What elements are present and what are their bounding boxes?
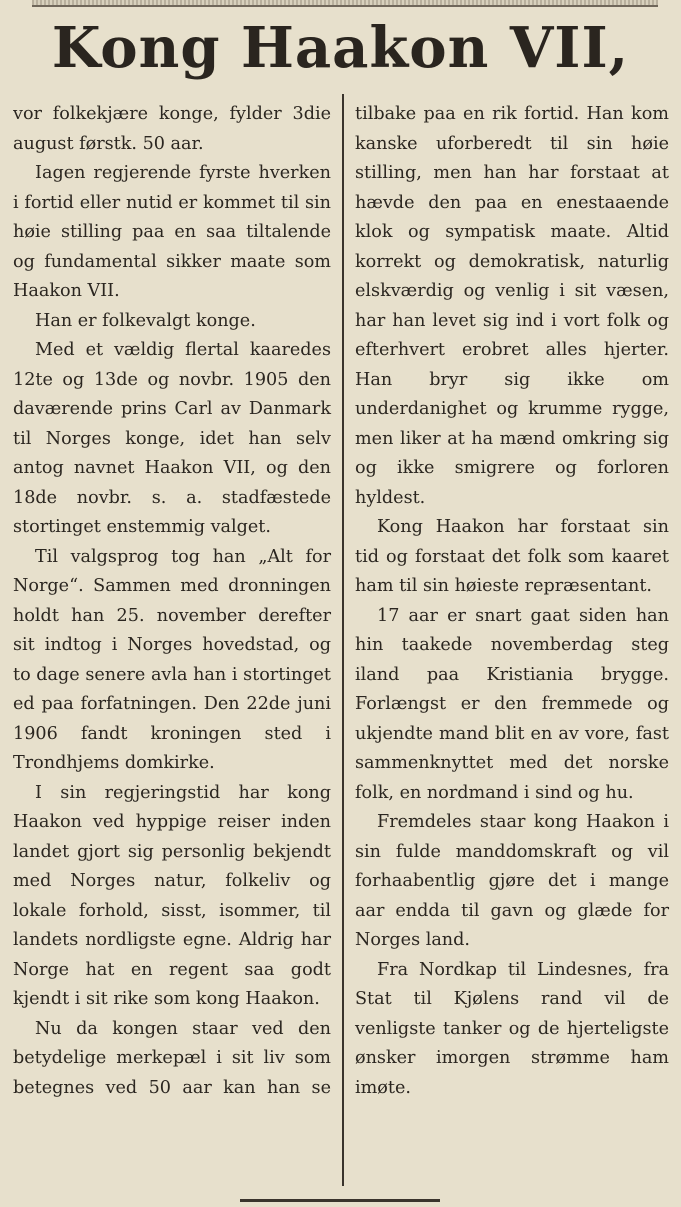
- paragraph: Fremdeles staar kong Haakon i sin fulde manddomskraft og vil forhaabentlig gjøre det i mange aar endda til gavn og glæde for Norges land.: [355, 812, 669, 950]
- paragraph: Fra Nordkap til Lindesnes, fra Stat til Kjølens rand vil de venligste tanker og de hjerteligste ønsker imorgen strømme ham imøte.: [355, 959, 669, 1098]
- paragraph: Iagen regjerende fyrste hverken i fortid eller nutid er kommet til sin høie stilling paa en saa tiltalende og fundamental sikker maate som Haakon VII.: [13, 163, 331, 301]
- text-line: august førstk. 50 aar.: [13, 133, 204, 154]
- paragraph: I sin regjeringstid har kong Haakon ved hyppige reiser inden landet gjort sig personlig bekjendt med Norges natur, folkeliv og lokale forhold, sisst, isommer, til landets nordligste egne. Aldrig har Norge hat en regent saa godt kjendt i sit rike som kong Haakon.: [13, 782, 331, 1009]
- paragraph: 17 aar er snart gaat siden han hin taakede novemberdag steg iland paa Kristiania brygge. Forlængst er den fremmede og ukjendte mand blit en av vore, fast sammenknyttet med det norske folk, en nordmand i sind og hu.: [355, 605, 669, 803]
- paragraph: [13, 100, 331, 159]
- column-divider: [342, 94, 344, 1186]
- right-column: [355, 100, 669, 1103]
- paragraph: tilbake paa en rik fortid. Han kom kanske uforberedt til sin høie stilling, men han har forstaat at hævde den paa en enestaaende klok og sympatisk maate. Altid korrekt og demokratisk, naturlig elskværdig og venlig i sit væsen, har han levet sig ind i vort folk og efterhvert erobret alles hjerter. Han bryr sig ikke om underdanighet og krumme rygge, men liker at ha mænd omkring sig og ikke smigrere og forloren hyldest.: [355, 104, 669, 508]
- top-border-rule: [32, 0, 658, 7]
- paragraph: Til valgsprog tog han „Alt for Norge“. Sammen med dronningen holdt han 25. november derefter sit indtog i Norges hovedstad, og to dage senere avla han i stortinget ed paa forfatningen. Den 22de juni 1906 fandt kroningen sted i Trondhjems domkirke.: [13, 546, 331, 773]
- paragraph: Med et vældig flertal kaaredes 12te og 13de og novbr. 1905 den daværende prins Carl av Danmark til Norges konge, idet han selv antog navnet Haakon VII, og den 18de novbr. s. a. stadfæstede stortinget enstemmig valget.: [13, 340, 331, 537]
- headline: Kong Haakon VII,: [51, 15, 630, 81]
- bottom-rule: [240, 1199, 440, 1202]
- text-line: vor folkekjære konge, fylder 3die: [13, 104, 331, 124]
- paragraph: Nu da kongen staar ved den betydelige merkepæl i sit liv som betegnes ved 50 aar kan han se: [13, 1018, 331, 1098]
- paragraph: Han er folkevalgt konge.: [35, 310, 256, 331]
- paragraph: Kong Haakon har forstaat sin tid og forstaat det folk som kaaret ham til sin høieste repræsentant.: [355, 517, 669, 596]
- left-column: [13, 100, 331, 1103]
